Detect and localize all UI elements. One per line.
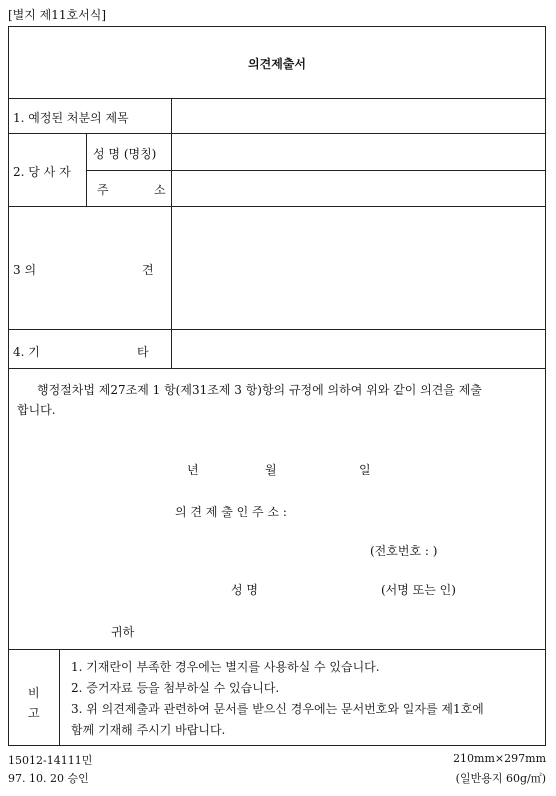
row-label-opinion-left: 3 의 bbox=[13, 263, 37, 277]
opinion-field[interactable] bbox=[172, 207, 545, 329]
date-month: 월 bbox=[265, 463, 277, 477]
remarks-list bbox=[71, 657, 484, 741]
name-label: 성 명 (명칭) bbox=[93, 147, 157, 161]
party-name-field[interactable] bbox=[172, 134, 545, 170]
row-label-opinion-right: 견 bbox=[142, 263, 154, 277]
remarks-label-2: 고 bbox=[28, 706, 40, 720]
form-number: [별지 제11호서식] bbox=[8, 8, 106, 22]
statement-line-2: 합니다. bbox=[17, 403, 56, 417]
row-label-subject: 1. 예정된 처분의 제목 bbox=[13, 111, 129, 125]
other-field[interactable] bbox=[172, 330, 545, 368]
subject-field[interactable] bbox=[172, 99, 545, 133]
row-label-other-right: 타 bbox=[137, 345, 149, 359]
phone-label: (전호번호 : ) bbox=[370, 544, 438, 558]
divider bbox=[86, 133, 87, 206]
remarks-label-1: 비 bbox=[28, 686, 40, 700]
row-label-other-left: 4. 기 bbox=[13, 345, 40, 359]
signature-label: (서명 또는 인) bbox=[381, 583, 456, 597]
submitter-address-label: 의 견 제 출 인 주 소 : bbox=[175, 505, 287, 519]
approval-date: 97. 10. 20 승인 bbox=[8, 772, 89, 785]
statement-line-1: 행정절차법 제27조제 1 항(제31조제 3 항)항의 규정에 의하여 위와 같이 의견을 제출 bbox=[37, 383, 482, 397]
party-address-field[interactable] bbox=[172, 171, 545, 206]
date-day: 일 bbox=[359, 463, 371, 477]
divider bbox=[9, 368, 545, 369]
submitter-name-label: 성 명 bbox=[231, 583, 258, 597]
opinion-form bbox=[8, 26, 546, 746]
remark-item: 1. 기재란이 부족한 경우에는 별지를 사용하실 수 있습니다. bbox=[71, 660, 380, 674]
divider bbox=[9, 649, 545, 650]
address-label-2: 소 bbox=[154, 183, 166, 197]
date-year: 년 bbox=[187, 463, 199, 477]
remark-item: 2. 증거자료 등을 첨부하실 수 있습니다. bbox=[71, 681, 280, 695]
remark-item: 3. 위 의견제출과 관련하여 문서를 받으신 경우에는 문서번호와 일자를 제1호에 bbox=[71, 702, 484, 716]
divider bbox=[59, 649, 60, 745]
paper-size: 210mm×297mm bbox=[453, 752, 546, 765]
row-label-party: 2. 당 사 자 bbox=[13, 165, 71, 179]
form-code: 15012-14111민 bbox=[8, 754, 93, 767]
addressee-label: 귀하 bbox=[111, 625, 135, 639]
paper-type: (일반용지 60g/㎡) bbox=[455, 772, 546, 785]
form-title: 의견제출서 bbox=[248, 57, 306, 71]
address-label-1: 주 bbox=[97, 183, 109, 197]
remark-item: 함께 기재해 주시기 바랍니다. bbox=[71, 723, 226, 737]
